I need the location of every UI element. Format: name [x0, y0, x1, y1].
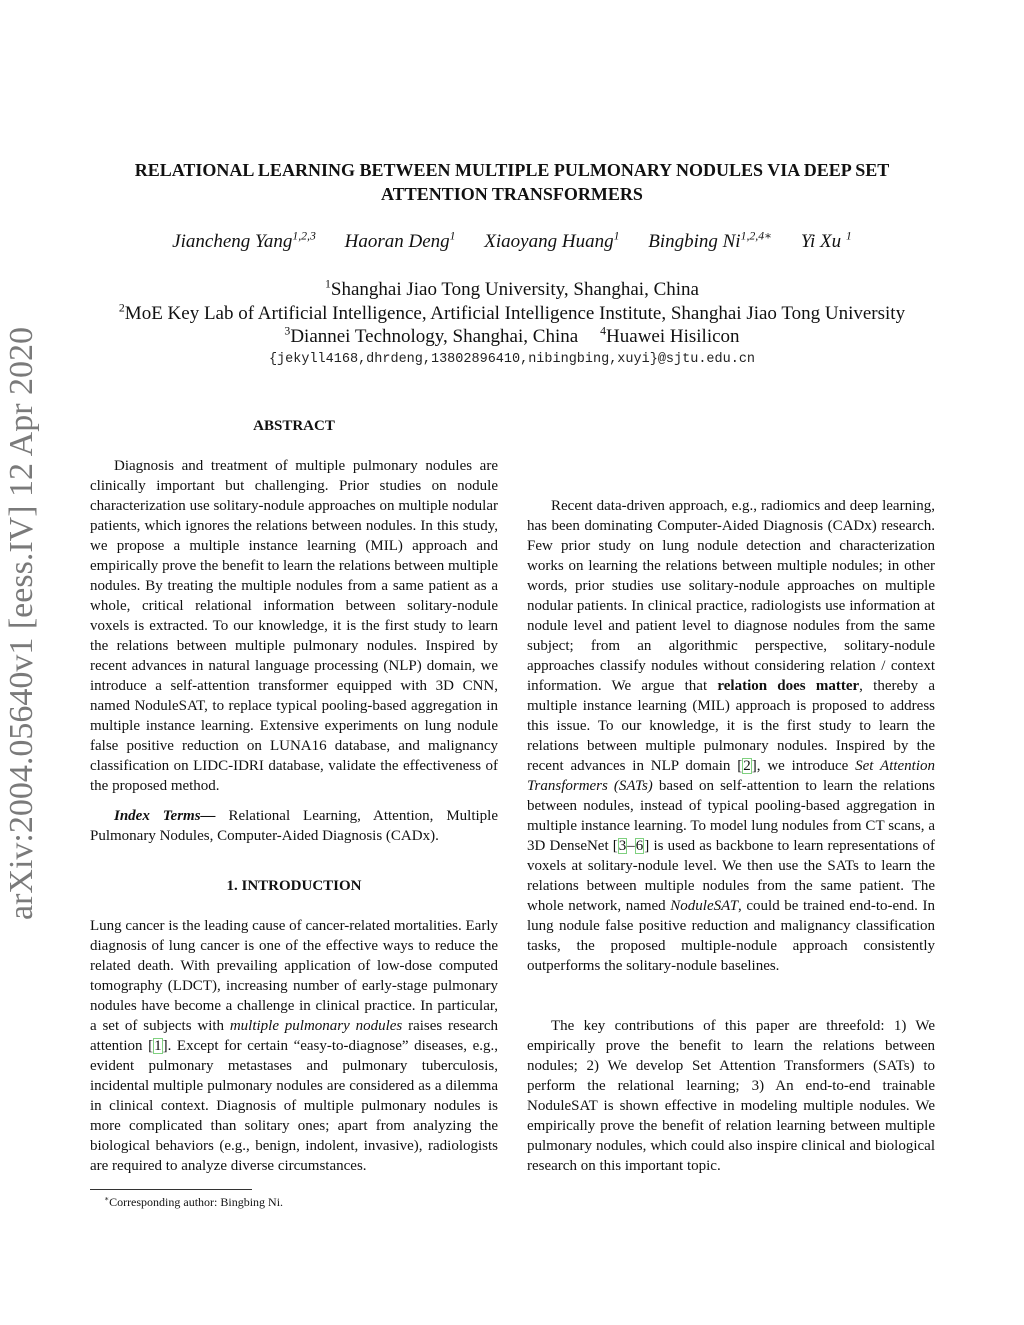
- author-list: [70, 229, 954, 255]
- affiliations: [60, 278, 964, 349]
- citation-link[interactable]: 6: [635, 838, 644, 854]
- abstract-text: Diagnosis and treatment of multiple pulmonary nodules are clinically important but challenging. Prior studies on nodule characterization use solitary-nodule approaches on multiple nodular patients, which ignores the relations between nodules. In this study, we propose a multiple instance learning (MIL) approach and empirically prove the benefit to learn the relations between multiple nodules. By treating the multiple nodules from a same patient as a whole, critical relational information between solitary-nodule voxels is extracted. To our knowledge, it is the first study to learn the relations between multiple pulmonary nodules. Inspired by recent advances in natural language processing (NLP) domain, we introduce a self-attention transformer equipped with 3D CNN, named NoduleSAT, to replace typical pooling-based aggregation in multiple instance learning. Extensive experiments on lung nodule false positive reduction on LUNA16 database, and malignancy classification on LIDC-IDRI database, validate the effectiveness of the proposed method.: [90, 458, 498, 794]
- citation-link[interactable]: 1: [154, 1038, 162, 1054]
- affiliation-3-4: $^3$Diannei Technology, Shanghai, China $^4$Huawei Hisilicon: [284, 324, 740, 347]
- index-terms: Index Terms— Relational Learning, Attention, Multiple Pulmonary Nodules, Computer-Aided Diagnosis (CADx).: [90, 808, 499, 844]
- citation-link[interactable]: 2: [743, 758, 751, 774]
- right-column: [527, 416, 935, 1176]
- author: Bingbing $Ni^{1,2,4∗}$: [648, 229, 773, 252]
- footnote-rule: [90, 1189, 252, 1190]
- author: Jiancheng Yang$^{1,2,3}$: [172, 229, 316, 252]
- intro-paragraph-3: The key contributions of this paper are threefold: 1) We empirically prove the benefit to learn the relations between nodules; 2) We develop Set Attention Transformers (SATs) to perform the relational learning; 3) An end-to-end trainable NoduleSAT is shown effective in modeling multiple nodules. We empirically prove the benefit of relation learning between multiple pulmonary nodules, which could also inspire clinical and biological research on this important topic.: [527, 1018, 935, 1174]
- left-column: [90, 416, 498, 1176]
- author: Xiaoyang Huang$^1$: [484, 229, 620, 252]
- abstract-heading: ABSTRACT: [253, 418, 335, 434]
- affiliation-1: $^1$Shanghai Jiao Tong University, Shanghai, China: [325, 277, 699, 300]
- affiliation-2: $^2$MoE Key Lab of Artificial Intelligence, Artificial Intelligence Institute, Shanghai Jiao Tong University: [118, 301, 906, 324]
- author-emails: {jekyll4168,dhrdeng,13802896410,nibingbing,xuyi}@sjtu.edu.cn: [268, 352, 756, 367]
- footnote: ∗Corresponding author: Bingbing Ni.: [104, 1194, 284, 1209]
- citation-link[interactable]: 3: [618, 838, 627, 854]
- index-terms-label: Index Terms—: [114, 808, 216, 824]
- author: Haoran Deng$^1$: [344, 229, 456, 252]
- introduction-heading: 1. INTRODUCTION: [226, 878, 362, 894]
- intro-paragraph-2: Recent data-driven approach, e.g., radiomics and deep learning, has been dominating Computer-Aided Diagnosis (CADx) research. Few prior study on lung nodule detection and characterization works on learning the relations between multiple nodules; in other words, prior studies use solitary-nodule approaches on multiple nodular patients. In clinical practice, radiologists use information at nodule level and patient level to diagnose nodules from the same subject; from an algorithmic perspective, solitary-nodule approaches classify nodules without considering relation / context information. We argue that relation does matter, thereby a multiple instance learning (MIL) approach is proposed to address this issue. To our knowledge, it is the first study to learn the relations between multiple pulmonary nodules. Inspired by the recent advances in NLP domain [2], we introduce Set Attention Transformers (SATs) based on self-attention to learn the relations between nodules, instead of typical pooling-based aggregation in multiple instance learning. To model lung nodules from CT scans, a 3D DenseNet [3–6] is used as backbone to learn representations of voxels at solitary-nodule level. We then use the SATs to learn the relations between multiple nodules from the same patient. The whole network, named NoduleSAT, could be trained end-to-end. In lung nodule false positive reduction and malignancy classification tasks, the proposed multiple-nodule approach consistently outperforms the solitary-nodule baselines.: [527, 498, 936, 974]
- title-line-2: ATTENTION TRANSFORMERS: [381, 184, 643, 204]
- title-line-1: RELATIONAL LEARNING BETWEEN MULTIPLE PULMONARY NODULES VIA DEEP SET: [134, 160, 890, 180]
- arxiv-identifier-stamp: arXiv:2004.05640v1 [eess.IV] 12 Apr 2020: [3, 326, 40, 920]
- paper-title: [70, 158, 954, 206]
- author: Yi Xu $^1$: [800, 229, 852, 252]
- intro-paragraph-1: Lung cancer is the leading cause of cancer-related mortalities. Early diagnosis of lung cancer is one of the effective ways to reduce the related death. With prevailing application of low-dose computed tomography (LDCT), increasing number of early-stage pulmonary nodules have become a challenge in clinical practice. In particular, a set of subjects with multiple pulmonary nodules raises research attention [1]. Except for certain “easy-to-diagnose” diseases, e.g., evident pulmonary metastases and pulmonary tuberculosis, incidental multiple pulmonary nodules are considered as a dilemma in clinical context. Diagnosis of multiple pulmonary nodules is more complicated than solitary ones; apart from analyzing the biological behaviors (e.g., benign, indolent, invasive), radiologists are required to analyze diverse circumstances.: [90, 918, 499, 1174]
